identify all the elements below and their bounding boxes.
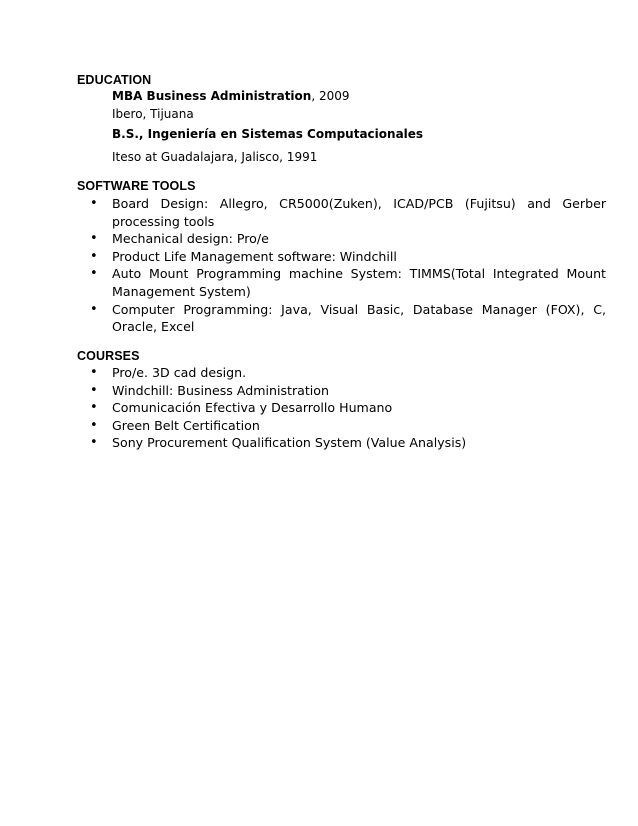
bs-school: Iteso at Guadalajara, Jalisco, 1991 [112, 150, 318, 164]
bs-entry [112, 127, 423, 141]
courses-list [90, 364, 606, 452]
mba-school: Ibero, Tijuana [112, 107, 194, 121]
bullet-icon: • [90, 266, 98, 282]
bullet-icon: • [90, 365, 98, 380]
software-tools-list [90, 195, 606, 336]
bullet-icon: • [90, 301, 98, 317]
courses-heading: COURSES [77, 349, 140, 363]
list-item: • Sony Procurement Qualification System (Value Analysis) [90, 435, 467, 451]
education-heading: EDUCATION [77, 73, 152, 87]
bullet-icon: • [90, 248, 98, 264]
list-item: • Pro/e. 3D cad design. [90, 365, 247, 380]
list-item: • Auto Mount Programming machine System: TIMMS(Total Integrated Mount Management System) [90, 266, 606, 299]
bullet-icon: • [90, 400, 98, 416]
bs-degree: B.S., Ingeniería en Sistemas Computacionales [112, 127, 424, 141]
mba-entry [112, 89, 350, 103]
list-item: • Green Belt Certification [90, 417, 260, 433]
bullet-icon: • [90, 435, 98, 451]
list-item: • Product Life Management software: Windchill [90, 248, 397, 264]
list-item: • Computer Programming: Java, Visual Basic, Database Manager (FOX), C, Oracle, Excel [90, 301, 606, 335]
bullet-icon: • [90, 196, 98, 211]
software-tools-heading: SOFTWARE TOOLS [77, 179, 196, 193]
mba-degree: MBA Business Administration [112, 89, 312, 103]
bullet-icon: • [90, 417, 98, 433]
bullet-icon: • [90, 382, 98, 398]
mba-year: , 2009 [311, 89, 350, 103]
list-item: • Mechanical design: Pro/e [90, 231, 269, 247]
list-item: • Comunicación Efectiva y Desarrollo Humano [90, 400, 393, 416]
bullet-icon: • [90, 231, 98, 247]
list-item: • Board Design: Allegro, CR5000(Zuken), ICAD/PCB (Fujitsu) and Gerber processing tools [90, 196, 606, 229]
list-item: • Windchill: Business Administration [90, 382, 329, 398]
